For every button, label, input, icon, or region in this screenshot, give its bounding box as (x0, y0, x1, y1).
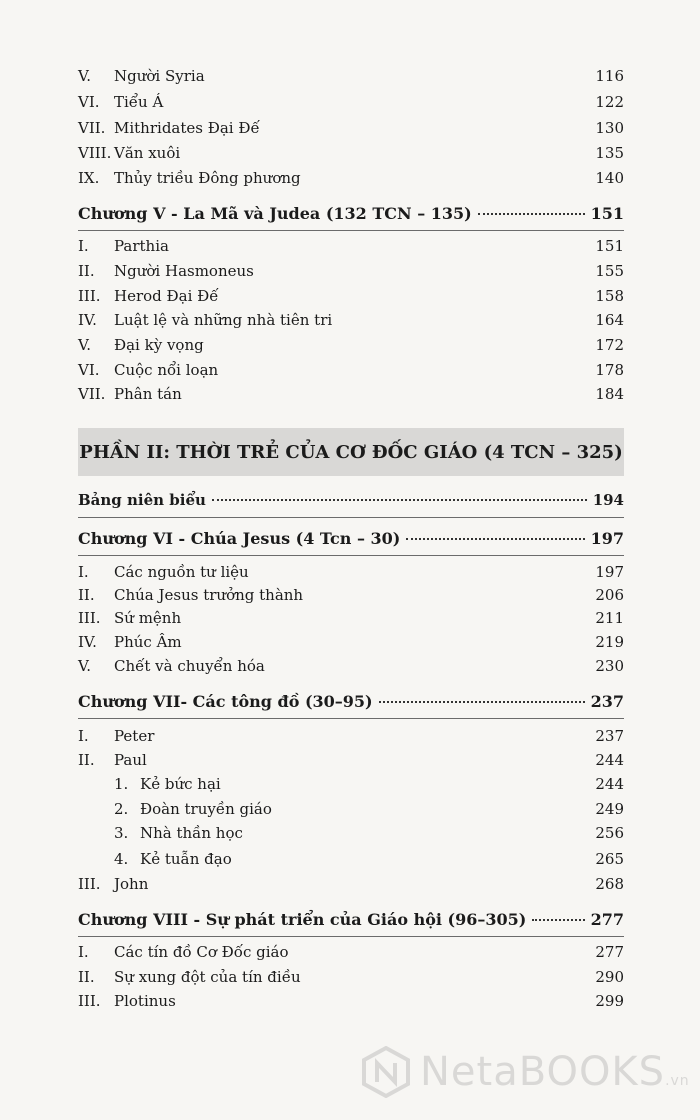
entry-number: VI. (78, 361, 100, 379)
entry-number: V. (78, 657, 91, 675)
entry-page: 268 (595, 875, 624, 893)
entry-title: Luật lệ và những nhà tiên tri (114, 311, 333, 329)
toc-subentry (114, 774, 624, 794)
entry-title: Sứ mệnh (114, 609, 182, 627)
entry-page: 244 (595, 751, 624, 769)
chapter-heading (78, 692, 624, 712)
entry-title: Phân tán (114, 385, 182, 403)
entry-title: Herod Đại Đế (114, 287, 219, 305)
toc-entry (78, 236, 624, 256)
entry-page: 116 (595, 67, 624, 85)
chapter-title: Chương VII- Các tông đồ (30–95) (78, 692, 373, 711)
entry-title: Văn xuôi (114, 144, 181, 162)
toc-entry (78, 874, 624, 894)
toc-entry (78, 168, 624, 188)
toc-entry (78, 384, 624, 404)
toc-subentry (114, 799, 624, 819)
subentry-page: 244 (595, 775, 624, 793)
chronology-page: 194 (592, 491, 624, 509)
entry-page: 277 (595, 943, 624, 961)
chapter-page: 151 (590, 204, 624, 223)
entry-page: 299 (595, 992, 624, 1010)
entry-number: III. (78, 875, 101, 893)
toc-entry (78, 656, 624, 676)
toc-entry (78, 143, 624, 163)
entry-title: Người Hasmoneus (114, 262, 254, 280)
entry-number: I. (78, 563, 89, 581)
divider (78, 936, 624, 937)
entry-page: 155 (595, 262, 624, 280)
entry-title: Người Syria (114, 67, 205, 85)
entry-title: Peter (114, 727, 155, 745)
entry-number: IV. (78, 311, 97, 329)
entry-title: Cuộc nổi loạn (114, 361, 219, 379)
entry-number: III. (78, 992, 101, 1010)
watermark-text: NetaBOOKS.vn (420, 1049, 690, 1095)
toc-entry (78, 286, 624, 306)
entry-title: Thủy triều Đông phương (114, 169, 301, 187)
entry-page: 184 (595, 385, 624, 403)
entry-page: 211 (595, 609, 624, 627)
toc-entry (78, 310, 624, 330)
subentry-number: 4. (114, 850, 129, 868)
entry-title: Paul (114, 751, 147, 769)
divider (78, 718, 624, 719)
entry-page: 130 (595, 119, 624, 137)
toc-subentry (114, 823, 624, 843)
entry-page: 158 (595, 287, 624, 305)
subentry-title: Kẻ tuẫn đạo (140, 850, 232, 868)
entry-page: 122 (595, 93, 624, 111)
subentry-title: Nhà thần học (140, 824, 243, 842)
entry-page: 178 (595, 361, 624, 379)
chapter-heading (78, 204, 624, 224)
entry-title: Các nguồn tư liệu (114, 563, 249, 581)
chapter-title: Chương VI - Chúa Jesus (4 Tcn – 30) (78, 529, 401, 548)
part-heading: PHẦN II: THỜI TRẺ CỦA CƠ ĐỐC GIÁO (4 TCN – 325) (78, 428, 624, 476)
subentry-page: 256 (595, 824, 624, 842)
toc-entry (78, 942, 624, 962)
chapter-page: 197 (590, 529, 624, 548)
dot-leader (379, 701, 585, 703)
toc-entry (78, 66, 624, 86)
toc-entry (78, 335, 624, 355)
chapter-heading (78, 910, 624, 930)
subentry-number: 2. (114, 800, 129, 818)
toc-entry (78, 991, 624, 1011)
dot-leader (212, 499, 587, 501)
entry-number: II. (78, 968, 95, 986)
toc-entry (78, 92, 624, 112)
entry-page: 140 (595, 169, 624, 187)
entry-title: Plotinus (114, 992, 176, 1010)
entry-title: Sự xung đột của tín điều (114, 968, 301, 986)
dot-leader (478, 213, 585, 215)
entry-page: 219 (595, 633, 624, 651)
netabooks-watermark (362, 1046, 690, 1098)
toc-entry (78, 360, 624, 380)
divider (78, 230, 624, 231)
entry-title: Các tín đồ Cơ Đốc giáo (114, 943, 289, 961)
dot-leader (532, 919, 584, 921)
entry-title: Chết và chuyển hóa (114, 657, 265, 675)
entry-title: Đại kỳ vọng (114, 336, 204, 354)
toc-entry (78, 562, 624, 582)
entry-title: Phúc Âm (114, 633, 182, 651)
toc-entry (78, 726, 624, 746)
entry-number: V. (78, 67, 91, 85)
chronology-title: Bảng niên biểu (78, 491, 206, 509)
entry-number: III. (78, 609, 101, 627)
chronology-heading (78, 490, 624, 510)
entry-title: Chúa Jesus trưởng thành (114, 586, 304, 604)
entry-number: IX. (78, 169, 100, 187)
subentry-number: 3. (114, 824, 129, 842)
chapter-page: 277 (590, 910, 624, 929)
entry-page: 164 (595, 311, 624, 329)
entry-number: VI. (78, 93, 100, 111)
entry-page: 172 (595, 336, 624, 354)
entry-number: II. (78, 751, 95, 769)
entry-page: 206 (595, 586, 624, 604)
subentry-title: Kẻ bức hại (140, 775, 221, 793)
entry-title: John (114, 875, 149, 893)
subentry-title: Đoàn truyền giáo (140, 800, 272, 818)
entry-page: 290 (595, 968, 624, 986)
entry-number: II. (78, 586, 95, 604)
entry-number: IV. (78, 633, 97, 651)
toc-entry (78, 585, 624, 605)
entry-number: VII. (78, 385, 106, 403)
chapter-title: Chương VIII - Sự phát triển của Giáo hội (96–305) (78, 910, 527, 929)
entry-page: 230 (595, 657, 624, 675)
entry-title: Parthia (114, 237, 169, 255)
toc-subentry (114, 849, 624, 869)
entry-number: V. (78, 336, 91, 354)
entry-page: 197 (595, 563, 624, 581)
dot-leader (406, 538, 584, 540)
netabooks-logo-icon (362, 1046, 410, 1098)
toc-entry (78, 118, 624, 138)
entry-number: VII. (78, 119, 106, 137)
entry-number: III. (78, 287, 101, 305)
divider (78, 555, 624, 556)
entry-number: II. (78, 262, 95, 280)
toc-entry (78, 967, 624, 987)
entry-number: I. (78, 237, 89, 255)
divider (78, 517, 624, 518)
entry-page: 151 (595, 237, 624, 255)
toc-entry (78, 608, 624, 628)
entry-title: Mithridates Đại Đế (114, 119, 260, 137)
entry-page: 237 (595, 727, 624, 745)
toc-entry (78, 632, 624, 652)
toc-entry (78, 750, 624, 770)
subentry-page: 249 (595, 800, 624, 818)
entry-title: Tiểu Á (114, 93, 164, 111)
chapter-heading (78, 529, 624, 549)
subentry-page: 265 (595, 850, 624, 868)
entry-page: 135 (595, 144, 624, 162)
entry-number: VIII. (78, 144, 112, 162)
toc-entry (78, 261, 624, 281)
entry-number: I. (78, 727, 89, 745)
entry-number: I. (78, 943, 89, 961)
chapter-page: 237 (590, 692, 624, 711)
subentry-number: 1. (114, 775, 129, 793)
chapter-title: Chương V - La Mã và Judea (132 TCN – 135) (78, 204, 472, 223)
